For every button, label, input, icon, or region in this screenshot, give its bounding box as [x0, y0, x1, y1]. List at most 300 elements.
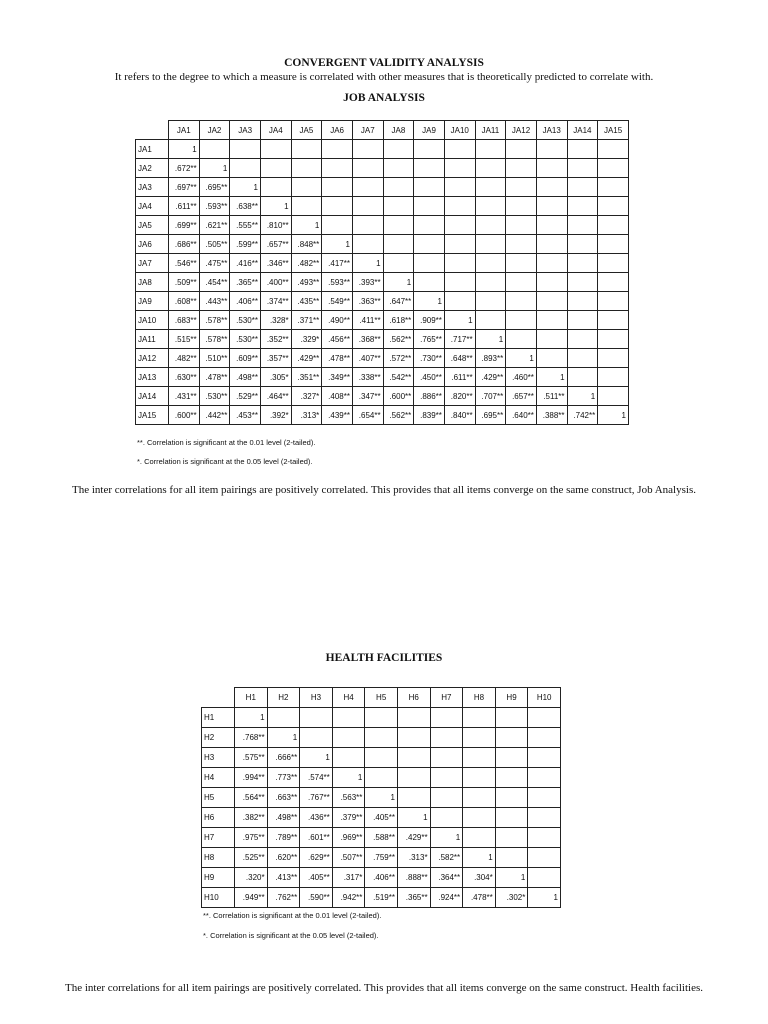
empty-cell [567, 273, 598, 292]
empty-cell [444, 159, 475, 178]
row-label: JA14 [136, 387, 169, 406]
correlation-cell: .810** [260, 216, 291, 235]
empty-cell [536, 235, 567, 254]
ja-note-significant-001: **. Correlation is significant at the 0.01 level (2-tailed). [137, 438, 316, 447]
empty-cell [267, 708, 300, 728]
empty-cell [536, 292, 567, 311]
empty-cell [414, 159, 445, 178]
correlation-cell: .328* [260, 311, 291, 330]
empty-cell [528, 768, 561, 788]
row-label: JA2 [136, 159, 169, 178]
empty-cell [322, 216, 353, 235]
correlation-cell: 1 [352, 254, 383, 273]
row-label: JA7 [136, 254, 169, 273]
correlation-cell: .363** [352, 292, 383, 311]
empty-cell [536, 330, 567, 349]
row-label: H3 [202, 748, 235, 768]
correlation-cell: .695** [475, 406, 506, 425]
empty-cell [463, 808, 496, 828]
empty-cell [322, 197, 353, 216]
empty-cell [397, 768, 430, 788]
empty-cell [397, 788, 430, 808]
correlation-cell: .949** [235, 888, 268, 908]
empty-cell [291, 197, 322, 216]
correlation-cell: .507** [332, 848, 365, 868]
table-row [202, 808, 561, 828]
empty-cell [567, 368, 598, 387]
empty-cell [444, 254, 475, 273]
correlation-cell: .365** [397, 888, 430, 908]
correlation-cell: 1 [495, 868, 528, 888]
correlation-cell: .464** [260, 387, 291, 406]
row-label: JA12 [136, 349, 169, 368]
column-header: JA2 [199, 121, 230, 140]
empty-cell [495, 708, 528, 728]
column-header: H4 [332, 688, 365, 708]
row-label: H2 [202, 728, 235, 748]
table-row [136, 368, 629, 387]
correlation-cell: 1 [230, 178, 261, 197]
empty-cell [495, 828, 528, 848]
correlation-cell: .529** [230, 387, 261, 406]
correlation-cell: .351** [291, 368, 322, 387]
correlation-cell: .697** [169, 178, 200, 197]
correlation-cell: .329* [291, 330, 322, 349]
correlation-cell: .848** [291, 235, 322, 254]
correlation-cell: .666** [267, 748, 300, 768]
correlation-cell: .563** [332, 788, 365, 808]
correlation-cell: .392* [260, 406, 291, 425]
row-label: H1 [202, 708, 235, 728]
empty-cell [506, 273, 537, 292]
empty-cell [463, 748, 496, 768]
correlation-cell: .515** [169, 330, 200, 349]
correlation-cell: .313* [291, 406, 322, 425]
empty-cell [332, 748, 365, 768]
column-header: JA7 [352, 121, 383, 140]
correlation-cell: .683** [169, 311, 200, 330]
correlation-cell: .510** [199, 349, 230, 368]
empty-cell [352, 140, 383, 159]
correlation-cell: .454** [199, 273, 230, 292]
correlation-cell: .611** [444, 368, 475, 387]
correlation-cell: .317* [332, 868, 365, 888]
empty-cell [463, 728, 496, 748]
empty-cell [332, 708, 365, 728]
empty-cell [536, 159, 567, 178]
correlation-cell: .542** [383, 368, 414, 387]
correlation-cell: 1 [291, 216, 322, 235]
correlation-cell: .549** [322, 292, 353, 311]
empty-cell [352, 197, 383, 216]
correlation-cell: .657** [506, 387, 537, 406]
correlation-cell: .405** [365, 808, 398, 828]
correlation-cell: .416** [230, 254, 261, 273]
empty-cell [598, 368, 629, 387]
empty-cell [475, 254, 506, 273]
empty-cell [260, 159, 291, 178]
correlation-cell: .759** [365, 848, 398, 868]
correlation-cell: .400** [260, 273, 291, 292]
empty-cell [414, 140, 445, 159]
empty-cell [260, 178, 291, 197]
correlation-cell: .478** [199, 368, 230, 387]
correlation-cell: .601** [300, 828, 333, 848]
empty-cell [506, 140, 537, 159]
empty-cell [414, 254, 445, 273]
empty-cell [475, 178, 506, 197]
correlation-cell: .611** [169, 197, 200, 216]
correlation-cell: .388** [536, 406, 567, 425]
empty-cell [598, 140, 629, 159]
correlation-cell: .530** [199, 387, 230, 406]
empty-cell [536, 216, 567, 235]
correlation-cell: .511** [536, 387, 567, 406]
empty-cell [383, 216, 414, 235]
column-header: JA10 [444, 121, 475, 140]
empty-cell [495, 728, 528, 748]
correlation-cell: .320* [235, 868, 268, 888]
row-label: H9 [202, 868, 235, 888]
empty-cell [300, 728, 333, 748]
correlation-cell: .406** [230, 292, 261, 311]
correlation-cell: .374** [260, 292, 291, 311]
empty-cell [463, 768, 496, 788]
empty-cell [352, 216, 383, 235]
empty-cell [414, 216, 445, 235]
empty-cell [506, 330, 537, 349]
empty-cell [536, 254, 567, 273]
empty-cell [567, 178, 598, 197]
empty-cell [506, 235, 537, 254]
column-header: JA1 [169, 121, 200, 140]
correlation-cell: .498** [267, 808, 300, 828]
empty-cell [495, 788, 528, 808]
empty-cell [567, 292, 598, 311]
correlation-cell: .840** [444, 406, 475, 425]
column-header: JA8 [383, 121, 414, 140]
empty-cell [383, 235, 414, 254]
correlation-cell: 1 [267, 728, 300, 748]
empty-cell [414, 178, 445, 197]
correlation-cell: .638** [230, 197, 261, 216]
empty-cell [598, 197, 629, 216]
correlation-cell: .773** [267, 768, 300, 788]
correlation-cell: .435** [291, 292, 322, 311]
table-row [136, 330, 629, 349]
column-header: JA9 [414, 121, 445, 140]
table-row [202, 828, 561, 848]
correlation-cell: .590** [300, 888, 333, 908]
correlation-cell: .768** [235, 728, 268, 748]
empty-cell [365, 728, 398, 748]
empty-cell [414, 235, 445, 254]
correlation-cell: .413** [267, 868, 300, 888]
correlation-cell: .327* [291, 387, 322, 406]
correlation-cell: .575** [235, 748, 268, 768]
row-label: H10 [202, 888, 235, 908]
empty-cell [430, 788, 463, 808]
correlation-cell: .509** [169, 273, 200, 292]
empty-cell [430, 768, 463, 788]
correlation-cell: .663** [267, 788, 300, 808]
correlation-cell: .600** [169, 406, 200, 425]
correlation-cell: .305* [260, 368, 291, 387]
table-row [136, 406, 629, 425]
correlation-cell: .365** [230, 273, 261, 292]
correlation-cell: .942** [332, 888, 365, 908]
column-header: H6 [397, 688, 430, 708]
correlation-cell: 1 [260, 197, 291, 216]
correlation-cell: .302* [495, 888, 528, 908]
correlation-cell: .313* [397, 848, 430, 868]
correlation-cell: .886** [414, 387, 445, 406]
empty-cell [430, 728, 463, 748]
correlation-cell: .482** [169, 349, 200, 368]
empty-cell [506, 197, 537, 216]
empty-cell [230, 159, 261, 178]
empty-cell [430, 808, 463, 828]
correlation-cell: 1 [598, 406, 629, 425]
table-row [202, 848, 561, 868]
correlation-cell: .498** [230, 368, 261, 387]
empty-cell [528, 808, 561, 828]
correlation-cell: .304* [463, 868, 496, 888]
correlation-cell: .379** [332, 808, 365, 828]
table-row [136, 387, 629, 406]
empty-cell [463, 828, 496, 848]
empty-cell [567, 311, 598, 330]
correlation-cell: .647** [383, 292, 414, 311]
empty-cell [414, 197, 445, 216]
correlation-cell: .439** [322, 406, 353, 425]
row-label: H6 [202, 808, 235, 828]
empty-cell [414, 273, 445, 292]
column-header: H10 [528, 688, 561, 708]
correlation-cell: .609** [230, 349, 261, 368]
empty-cell [598, 349, 629, 368]
row-label: H5 [202, 788, 235, 808]
ja-correlation-table [135, 120, 629, 425]
table-row [136, 197, 629, 216]
hf-note-significant-005: *. Correlation is significant at the 0.05 level (2-tailed). [203, 931, 379, 940]
row-label: JA3 [136, 178, 169, 197]
empty-cell [230, 140, 261, 159]
table-row [136, 178, 629, 197]
empty-cell [495, 808, 528, 828]
empty-cell [199, 140, 230, 159]
empty-cell [260, 140, 291, 159]
empty-cell [397, 748, 430, 768]
table-row [202, 788, 561, 808]
correlation-cell: .593** [199, 197, 230, 216]
empty-cell [352, 235, 383, 254]
empty-cell [332, 728, 365, 748]
column-header: JA5 [291, 121, 322, 140]
empty-cell [444, 197, 475, 216]
correlation-cell: .530** [230, 311, 261, 330]
correlation-cell: .975** [235, 828, 268, 848]
column-header: H8 [463, 688, 496, 708]
correlation-cell: .564** [235, 788, 268, 808]
empty-cell [475, 311, 506, 330]
table-row [202, 708, 561, 728]
table-row [202, 728, 561, 748]
correlation-cell: .762** [267, 888, 300, 908]
table-row [136, 140, 629, 159]
correlation-cell: 1 [300, 748, 333, 768]
correlation-cell: .406** [365, 868, 398, 888]
correlation-cell: .478** [463, 888, 496, 908]
empty-cell [475, 159, 506, 178]
correlation-cell: .969** [332, 828, 365, 848]
correlation-cell: 1 [414, 292, 445, 311]
empty-cell [598, 273, 629, 292]
correlation-cell: .429** [291, 349, 322, 368]
empty-cell [383, 254, 414, 273]
correlation-cell: .456** [322, 330, 353, 349]
empty-cell [506, 216, 537, 235]
correlation-cell: .546** [169, 254, 200, 273]
empty-cell [495, 848, 528, 868]
empty-cell [430, 748, 463, 768]
table-row [136, 311, 629, 330]
column-header: JA15 [598, 121, 629, 140]
empty-cell [506, 254, 537, 273]
empty-cell [536, 197, 567, 216]
correlation-cell: 1 [397, 808, 430, 828]
correlation-cell: .765** [414, 330, 445, 349]
hf-correlation-table [201, 687, 561, 908]
correlation-cell: .442** [199, 406, 230, 425]
correlation-cell: .648** [444, 349, 475, 368]
correlation-cell: .562** [383, 406, 414, 425]
empty-cell [506, 178, 537, 197]
empty-cell [536, 273, 567, 292]
correlation-cell: 1 [567, 387, 598, 406]
row-label: JA13 [136, 368, 169, 387]
row-label: JA1 [136, 140, 169, 159]
correlation-cell: .909** [414, 311, 445, 330]
empty-cell [475, 216, 506, 235]
table-row [202, 888, 561, 908]
correlation-cell: .530** [230, 330, 261, 349]
table-row [202, 768, 561, 788]
correlation-cell: .346** [260, 254, 291, 273]
empty-cell [598, 387, 629, 406]
correlation-cell: 1 [332, 768, 365, 788]
empty-cell [291, 159, 322, 178]
empty-cell [444, 292, 475, 311]
column-header: H7 [430, 688, 463, 708]
correlation-cell: .429** [475, 368, 506, 387]
table-row [136, 273, 629, 292]
correlation-cell: .436** [300, 808, 333, 828]
correlation-cell: .888** [397, 868, 430, 888]
row-label: H4 [202, 768, 235, 788]
correlation-cell: .368** [352, 330, 383, 349]
correlation-cell: .588** [365, 828, 398, 848]
correlation-cell: 1 [235, 708, 268, 728]
correlation-cell: .695** [199, 178, 230, 197]
correlation-cell: .382** [235, 808, 268, 828]
hf-conclusion: The inter correlations for all item pairings are positively correlated. This provides that all items converge on the same construct. Health facilities. [65, 982, 703, 994]
table-row [136, 254, 629, 273]
correlation-cell: .555** [230, 216, 261, 235]
correlation-cell: .707** [475, 387, 506, 406]
correlation-cell: 1 [444, 311, 475, 330]
correlation-cell: .478** [322, 349, 353, 368]
column-header: H5 [365, 688, 398, 708]
correlation-cell: .460** [506, 368, 537, 387]
empty-cell [528, 708, 561, 728]
correlation-cell: .450** [414, 368, 445, 387]
hf-note-significant-001: **. Correlation is significant at the 0.01 level (2-tailed). [203, 911, 382, 920]
correlation-cell: .578** [199, 311, 230, 330]
correlation-cell: .893** [475, 349, 506, 368]
empty-cell [598, 311, 629, 330]
correlation-cell: .699** [169, 216, 200, 235]
correlation-cell: .338** [352, 368, 383, 387]
correlation-cell: .407** [352, 349, 383, 368]
empty-cell [291, 140, 322, 159]
empty-cell [567, 197, 598, 216]
empty-cell [567, 140, 598, 159]
definition-text: It refers to the degree to which a measure is correlated with other measures that is theoretically predicted to correlate with. [114, 71, 654, 83]
row-label: JA10 [136, 311, 169, 330]
empty-cell [383, 140, 414, 159]
correlation-cell: .443** [199, 292, 230, 311]
empty-cell [444, 235, 475, 254]
empty-cell [536, 140, 567, 159]
correlation-cell: .742** [567, 406, 598, 425]
empty-cell [444, 140, 475, 159]
empty-cell [528, 848, 561, 868]
correlation-cell: .599** [230, 235, 261, 254]
column-header: JA14 [567, 121, 598, 140]
correlation-cell: .525** [235, 848, 268, 868]
correlation-cell: 1 [463, 848, 496, 868]
column-header: H1 [235, 688, 268, 708]
empty-cell [291, 178, 322, 197]
empty-cell [567, 235, 598, 254]
correlation-cell: 1 [536, 368, 567, 387]
correlation-cell: .408** [322, 387, 353, 406]
row-label: JA6 [136, 235, 169, 254]
correlation-cell: .582** [430, 848, 463, 868]
empty-cell [598, 159, 629, 178]
empty-cell [536, 178, 567, 197]
correlation-cell: 1 [383, 273, 414, 292]
empty-cell [444, 273, 475, 292]
empty-cell [475, 140, 506, 159]
correlation-cell: .630** [169, 368, 200, 387]
empty-cell [322, 178, 353, 197]
correlation-cell: .371** [291, 311, 322, 330]
empty-cell [528, 868, 561, 888]
correlation-cell: .994** [235, 768, 268, 788]
correlation-cell: 1 [506, 349, 537, 368]
empty-cell [365, 748, 398, 768]
correlation-cell: .686** [169, 235, 200, 254]
correlation-cell: .352** [260, 330, 291, 349]
empty-cell [383, 178, 414, 197]
empty-cell [567, 159, 598, 178]
empty-cell [536, 311, 567, 330]
empty-cell [567, 254, 598, 273]
correlation-cell: .357** [260, 349, 291, 368]
correlation-cell: .417** [322, 254, 353, 273]
